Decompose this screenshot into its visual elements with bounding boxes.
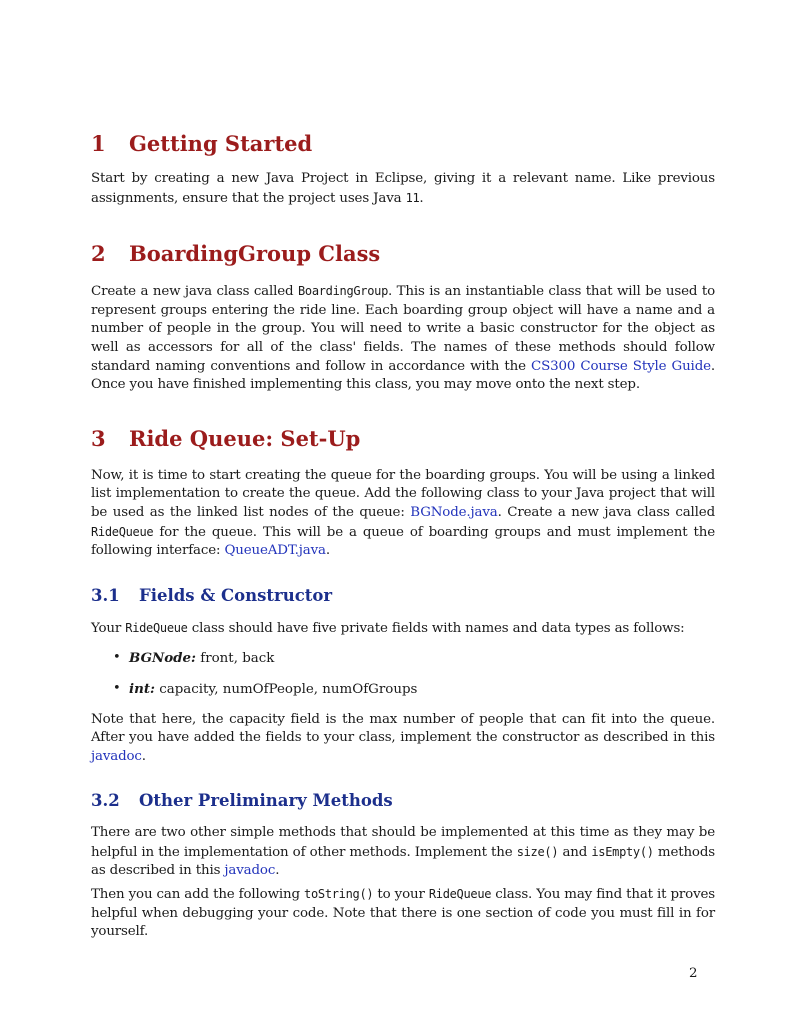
text: class should have five private fields with names and data types as follows: bbox=[187, 620, 685, 636]
javadoc-link[interactable]: javadoc bbox=[91, 748, 142, 764]
list-item bbox=[91, 649, 715, 669]
text: Your bbox=[91, 620, 126, 636]
text: for the queue. This will be a queue of boarding groups and must implement the following interface: bbox=[91, 524, 715, 559]
style-guide-link[interactable]: CS300 Course Style Guide bbox=[531, 358, 711, 374]
text: . bbox=[275, 863, 280, 879]
text: Note that here, the capacity field is the max number of people that can fit into the queue. After you have added the fields to your class, implement the constructor as described in this bbox=[91, 711, 715, 746]
text: . Once you have finished implementing this class, you may move onto the next step. bbox=[91, 358, 715, 393]
text: methods as described in this bbox=[91, 844, 715, 879]
paragraph-capacity-note bbox=[91, 711, 715, 767]
page-number: 2 bbox=[689, 966, 698, 981]
subsection-number: 3.1 bbox=[91, 585, 120, 605]
section-title: BoardingGroup Class bbox=[129, 241, 381, 267]
inline-code-tostring: toString() bbox=[304, 887, 374, 902]
text: Start by creating a new Java Project in Eclipse, giving it a relevant name. Like previous assignments, ensure that the project uses Java bbox=[91, 171, 715, 206]
fields-list bbox=[91, 649, 715, 699]
section-heading-ride-queue-setup bbox=[91, 423, 715, 455]
subsection-title: Other Preliminary Methods bbox=[139, 791, 393, 811]
text: . bbox=[419, 190, 424, 206]
paragraph-boardinggroup bbox=[91, 282, 715, 395]
page-content bbox=[91, 128, 715, 942]
section-heading-getting-started bbox=[91, 128, 715, 160]
field-names: front, back bbox=[200, 651, 275, 667]
bgnode-java-link[interactable]: BGNode.java bbox=[410, 504, 498, 520]
paragraph-tostring bbox=[91, 885, 715, 942]
subsection-heading-other-preliminary-methods bbox=[91, 788, 715, 814]
queueadt-java-link[interactable]: QueueADT.java bbox=[224, 543, 326, 559]
inline-code-ridequeue: RideQueue bbox=[125, 620, 188, 635]
text: Create a new java class called bbox=[91, 284, 298, 300]
text: . Create a new java class called bbox=[497, 504, 715, 520]
text: . This is an instantiable class that will be used to represent groups entering the ride line. Each boarding group object will have a name and a number of people in the group. You will need to write a basic constructor for the object as well as accessors for all of the class' fields. The names of these methods should follow standard naming conventions and follow in accordance with the bbox=[91, 284, 715, 374]
subsection-title: Fields & Constructor bbox=[139, 585, 333, 605]
section-number: 2 bbox=[91, 241, 106, 267]
inline-code-size: size() bbox=[516, 844, 559, 859]
text: and bbox=[558, 844, 592, 860]
text: . bbox=[141, 748, 146, 764]
text: to your bbox=[373, 887, 429, 903]
section-number: 3 bbox=[91, 425, 106, 451]
paragraph-fields-intro bbox=[91, 619, 715, 639]
paragraph-ride-queue-setup bbox=[91, 467, 715, 561]
subsection-number: 3.2 bbox=[91, 791, 120, 811]
section-heading-boardinggroup bbox=[91, 238, 715, 270]
field-names: capacity, numOfPeople, numOfGroups bbox=[159, 681, 418, 697]
section-number: 1 bbox=[91, 131, 106, 156]
text: . bbox=[325, 543, 330, 559]
text: Then you can add the following bbox=[91, 887, 305, 903]
inline-code-ridequeue: RideQueue bbox=[428, 887, 492, 902]
text: class. You may find that it proves helpful when debugging your code. Note that there is one section of code you must fill in for yourself. bbox=[91, 887, 716, 940]
inline-code-java-version: 11 bbox=[405, 190, 420, 205]
inline-code-isempty: isEmpty() bbox=[591, 844, 654, 859]
list-item bbox=[91, 680, 715, 700]
paragraph-getting-started bbox=[91, 170, 715, 208]
javadoc-link[interactable]: javadoc bbox=[224, 863, 276, 879]
text: Now, it is time to start creating the queue for the boarding groups. You will be using a linked list implementation to create the queue. Add the following class to your Java project that will be used as the linked list nodes of the queue: bbox=[91, 467, 715, 520]
paragraph-preliminary-methods bbox=[91, 824, 715, 881]
section-title: Getting Started bbox=[129, 131, 313, 156]
section-title: Ride Queue: Set-Up bbox=[129, 425, 361, 451]
subsection-heading-fields-constructor bbox=[91, 583, 715, 609]
inline-code-boardinggroup: BoardingGroup bbox=[297, 284, 389, 299]
field-type: int: bbox=[129, 680, 155, 697]
text: There are two other simple methods that should be implemented at this time as they may be helpful in the implementation of other methods. Implement the bbox=[91, 825, 715, 860]
inline-code-ridequeue: RideQueue bbox=[91, 524, 154, 539]
field-type: BGNode: bbox=[129, 650, 196, 667]
